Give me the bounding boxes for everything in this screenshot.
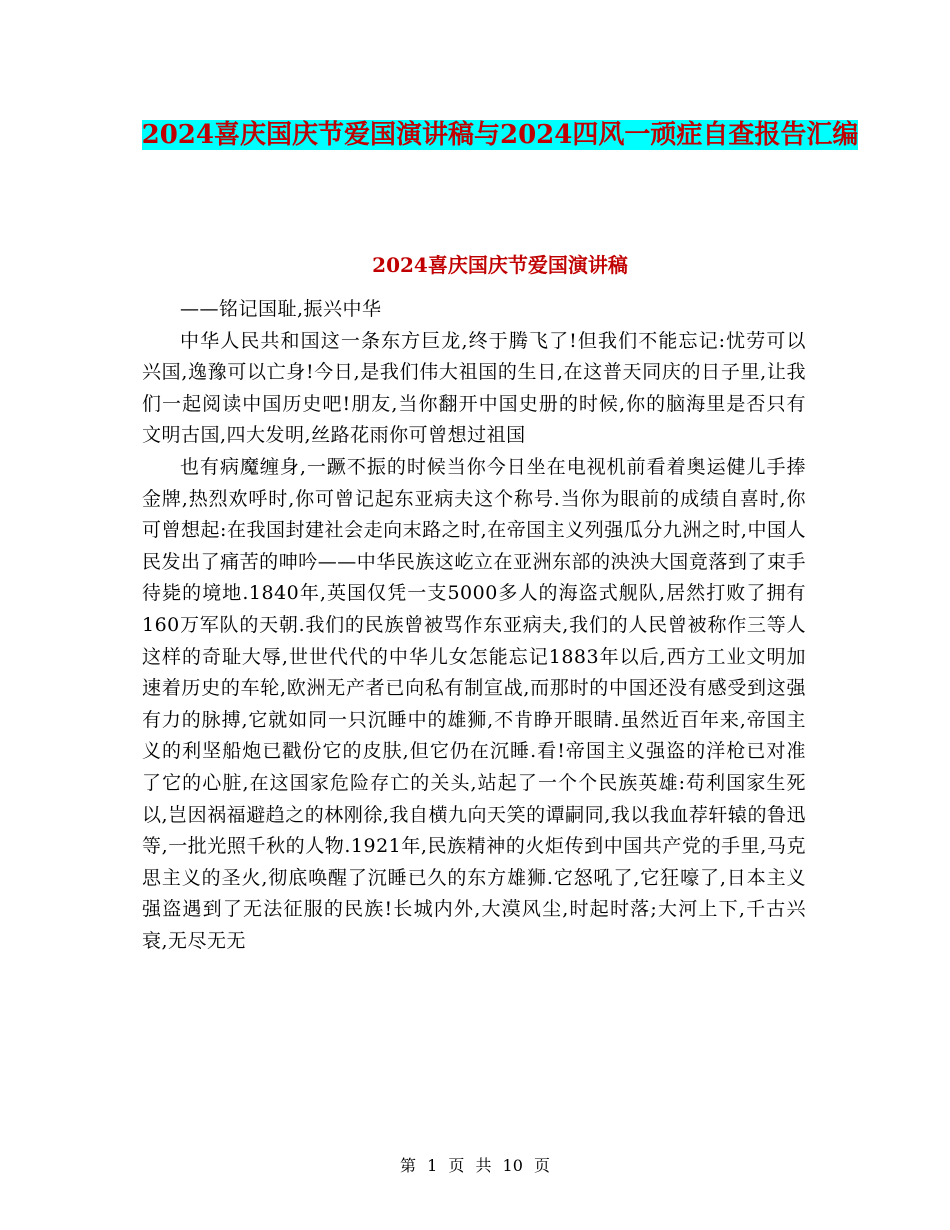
- document-title: [140, 112, 860, 158]
- document-body: [142, 294, 806, 957]
- subtitle-line: ——铭记国耻,振兴中华: [180, 298, 382, 320]
- document-title-text: 2024喜庆国庆节爱国演讲稿与2024四风一顽症自查报告汇编: [141, 120, 859, 150]
- paragraph-2: 也有病魔缠身,一蹶不振的时候当你今日坐在电视机前看着奥运健儿手捧金牌,热烈欢呼时,你可曾记起东亚病夫这个称号.当你为眼前的成绩自喜时,你可曾想起:在我国封建社会走向末路之时,在帝国主义列强瓜分九洲之时,中国人民发出了痛苦的呻吟——中华民族这屹立在亚洲东部的泱泱大国竟落到了束手待毙的境地.1840年,英国仅凭一支5000多人的海盗式舰队,居然打败了拥有160万军队的天朝.我们的民族曾被骂作东亚病夫,我们的人民曾被称作三等人这样的奇耻大辱,世世代代的中华儿女怎能忘记1883年以后,西方工业文明加速着历史的车轮,欧洲无产者已向私有制宣战,而那时的中国还没有感受到这强有力的脉搏,它就如同一只沉睡中的雄狮,不肯睁开眼睛.虽然近百年来,帝国主义的利坚船炮已戳份它的皮肤,但它仍在沉睡.看!帝国主义强盗的洋枪已对准了它的心脏,在这国家危险存亡的关头,站起了一个个民族英雄:苟利国家生死以,岂因祸福避趋之的林刚徐,我自横九向天笑的谭嗣同,我以我血荐轩辕的鲁迅等,一批光照千秋的人物.1921年,民族精神的火炬传到中国共产党的手里,马克思主义的圣火,彻底唤醒了沉睡已久的东方雄狮.它怒吼了,它狂嚎了,日本主义强盗遇到了无法征服的民族!长城内外,大漠风尘,时起时落;大河上下,千古兴衰,无尽无无: [142, 455, 806, 952]
- page-footer: 第 1 页 共 10 页: [400, 1156, 550, 1175]
- section-title: 2024喜庆国庆节爱国演讲稿: [372, 253, 628, 277]
- paragraph-1: 中华人民共和国这一条东方巨龙,终于腾飞了!但我们不能忘记:忧劳可以兴国,逸豫可以亡身!今日,是我们伟大祖国的生日,在这普天同庆的日子里,让我们一起阅读中国历史吧!朋友,当你翻开中国史册的时候,你的脑海里是否只有文明古国,四大发明,丝路花雨你可曾想过祖国: [142, 329, 806, 447]
